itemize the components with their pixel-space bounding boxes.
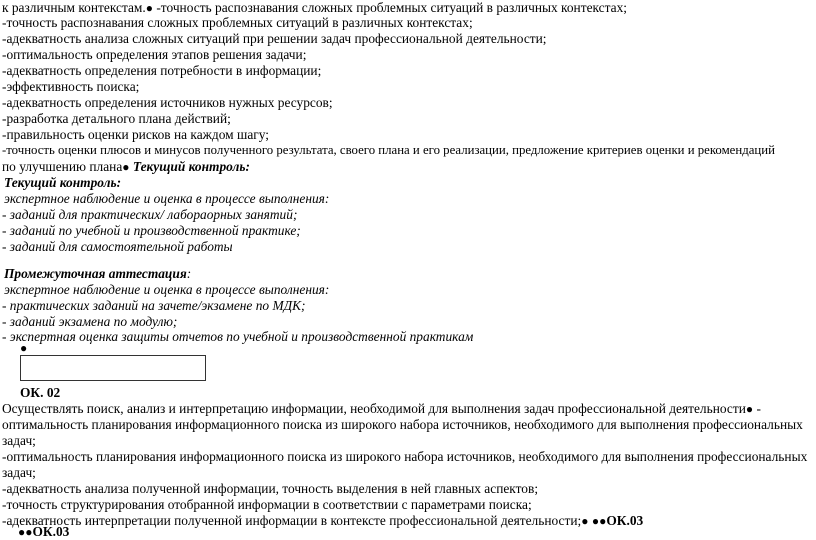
text-line: - заданий для практических/ лабораорных занятий; [2, 207, 298, 222]
text-line: - экспертная оценка защиты отчетов по учебной и производственной практикам [2, 329, 474, 344]
text-line: - заданий экзамена по модулю; [2, 314, 178, 329]
text-line: по улучшению плана● Текущий контроль: [2, 159, 250, 174]
text-line: -разработка детального плана действий; [2, 111, 231, 126]
text-line: -оптимальность планирования информационного поиска из широкого набора источников, необходимого для выполнения профессиональных [2, 449, 808, 464]
text-line: -правильность оценки рисков на каждом шагу; [2, 127, 269, 142]
bullet-icon: ● [18, 525, 26, 539]
text-line: задач; [2, 465, 36, 480]
text-line: -точность оценки плюсов и минусов полученного результата, своего плана и его реализации, предложение критериев оценки и рекомендаций [2, 143, 775, 157]
text-line: -адекватность определения потребности в информации; [2, 63, 322, 78]
text-line: -точность распознавания сложных проблемных ситуаций в различных контекстах; [2, 15, 473, 30]
bullet-icon: ● [591, 514, 600, 528]
bullet-icon: ● [745, 402, 754, 416]
text-line: - заданий по учебной и производственной практике; [2, 223, 301, 238]
text-line: - заданий для самостоятельной работы [2, 239, 233, 254]
text-line: -адекватность определения источников нужных ресурсов; [2, 95, 333, 110]
text-line: -адекватность анализа полученной информации, точность выделения в ней главных аспектов; [2, 481, 539, 496]
text-line: экспертное наблюдение и оценка в процессе выполнения: [4, 282, 330, 297]
bullet-icon: ● [122, 160, 130, 174]
section-heading: ОК. 02 [20, 385, 61, 400]
bullet-icon: ● [25, 525, 33, 539]
text-line: - практических заданий на зачете/экзамене по МДК; [2, 298, 306, 313]
bullet-icon: ● [145, 1, 153, 15]
section-heading: Текущий контроль: [4, 175, 122, 190]
empty-box [20, 355, 206, 381]
text-line: Осуществлять поиск, анализ и интерпретацию информации, необходимой для выполнения задач профессиональной деятельности● - [2, 401, 761, 416]
text-line: -оптимальность определения этапов решения задачи; [2, 47, 307, 62]
text-line: -адекватность интерпретации полученной информации в контексте профессиональной деятельности;● ●●ОК.03 [2, 513, 644, 528]
text-line: -адекватность анализа сложных ситуаций при решении задач профессиональной деятельности; [2, 31, 547, 46]
bullet-icon: ● [581, 514, 589, 528]
bullet-icon: ● [599, 514, 607, 528]
text-line: -эффективность поиска; [2, 79, 140, 94]
text-line: -точность структурирования отобранной информации в соответствии с параметрами поиска; [2, 497, 532, 512]
text-line: задач; [2, 433, 36, 448]
section-heading: Промежуточная аттестация: [4, 266, 192, 281]
text-line: оптимальность планирования информационного поиска из широкого набора источников, необходимого для выполнения профессиональных [2, 417, 803, 432]
bullet-icon: ● [20, 341, 28, 355]
text-line: экспертное наблюдение и оценка в процессе выполнения: [4, 191, 330, 206]
text-line: ●●ОК.03 [18, 524, 70, 539]
text-line: к различным контекстам.● -точность распознавания сложных проблемных ситуаций в различных контекстах; [2, 0, 628, 15]
